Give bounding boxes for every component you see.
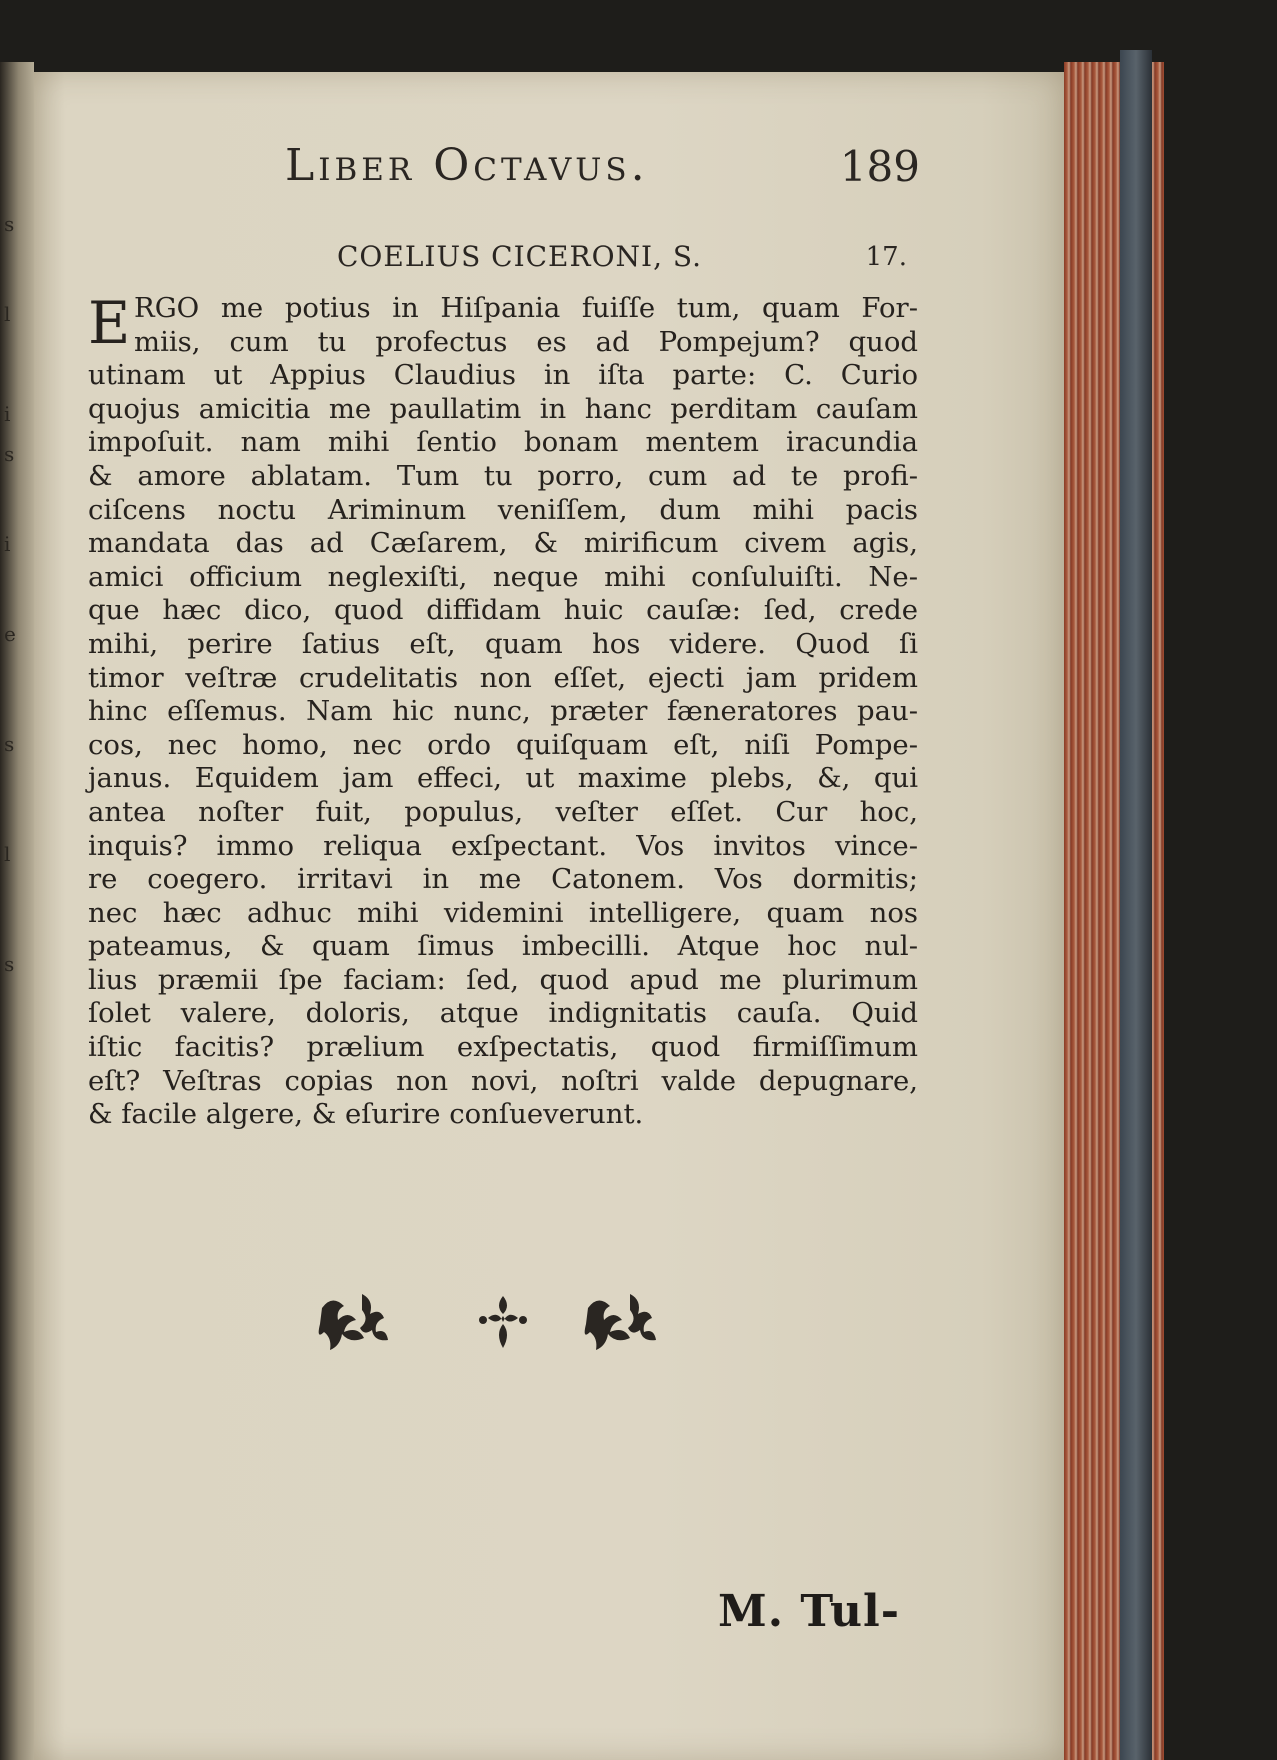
margin-fragment: s [4, 732, 15, 756]
text-line: impoſuit. nam mihi ſentio bonam mentem iracundia [88, 426, 918, 459]
text-line: iſtic facitis? prælium exſpectatis, quod firmiſſimum [88, 1031, 918, 1064]
text-line: mandata das ad Cæſarem, & mirificum civem agis, [88, 527, 918, 560]
printers-ornament [318, 1288, 688, 1358]
text-line: lius præmii ſpe faciam: ſed, quod apud me plurimum [88, 963, 918, 996]
text-line: timor veſtræ crudelitatis non eſſet, ejecti jam pridem [88, 661, 918, 694]
margin-fragment: s [4, 952, 15, 976]
text-line: antea noſter fuit, populus, veſter eſſet. Cur hoc, [88, 795, 918, 828]
text-line: eſt? Veſtras copias non novi, noſtri valde depugnare, [88, 1064, 918, 1097]
text-line: quojus amicitia me paullatim in hanc perditam cauſam [88, 392, 918, 425]
letter-title: COELIUS CICERONI, S. [337, 240, 702, 273]
text-line: inquis? immo reliqua exſpectant. Vos invitos vince- [88, 829, 918, 862]
margin-fragment: e [4, 622, 16, 646]
text-line: & amore ablatam. Tum tu porro, cum ad te profi- [88, 459, 918, 492]
facing-page-edge [0, 62, 34, 1760]
text-line: ſolet valere, doloris, atque indignitatis cauſa. Quid [88, 997, 918, 1030]
text-line: mihi, perire ſatius eſt, quam hos videre. Quod ſi [88, 627, 918, 660]
text-line: re coegero. irritavi in me Catonem. Vos dormitis; [88, 863, 918, 896]
text-line: janus. Equidem jam effeci, ut maxime plebs, &, qui [88, 762, 918, 795]
text-line: pateamus, & quam ſimus imbecilli. Atque hoc nul- [88, 930, 918, 963]
fleuron-center-icon [479, 1296, 527, 1348]
margin-fragment: l [4, 842, 11, 866]
margin-fragment: i [4, 402, 11, 426]
letter-heading [287, 240, 927, 280]
text-line: nec hæc adhuc mihi videmini intelligere, quam nos [88, 896, 918, 929]
book-cover [1120, 50, 1152, 1760]
letter-body [88, 289, 918, 1132]
leaf-ornament-left-icon [319, 1294, 388, 1350]
text-line: cos, nec homo, nec ordo quiſquam eſt, niſi Pompe- [88, 728, 918, 761]
margin-fragment: s [4, 442, 15, 466]
text-line: miis, cum tu profectus es ad Pompejum? quod [134, 325, 918, 358]
text-line: & facile algere, & eſurire conſueverunt. [88, 1098, 644, 1131]
letter-number: 17. [865, 242, 907, 272]
text-line: que hæc dico, quod diffidam huic cauſæ: ſed, crede [88, 594, 918, 627]
page-number: 189 [839, 142, 920, 191]
text-line: utinam ut Appius Claudius in iſta parte: C. Curio [88, 359, 918, 392]
page-header [285, 140, 925, 204]
leaf-ornament-right-icon [585, 1294, 656, 1350]
catchword: M. Tul- [718, 1586, 901, 1637]
text-line: hinc eſſemus. Nam hic nunc, præter fæneratores pau- [88, 695, 918, 728]
margin-fragment: s [4, 212, 15, 236]
margin-fragment: i [4, 532, 11, 556]
text-line: RGO me potius in Hiſpania fuiſſe tum, quam For- [134, 292, 918, 324]
text-line: ciſcens noctu Ariminum veniſſem, dum mihi pacis [88, 493, 918, 526]
running-head: Liber Octavus. [285, 140, 649, 191]
drop-cap: E [88, 289, 131, 357]
text-line: amici officium neglexiſti, neque mihi conſuluiſti. Ne- [88, 560, 918, 593]
margin-fragment: l [4, 302, 11, 326]
